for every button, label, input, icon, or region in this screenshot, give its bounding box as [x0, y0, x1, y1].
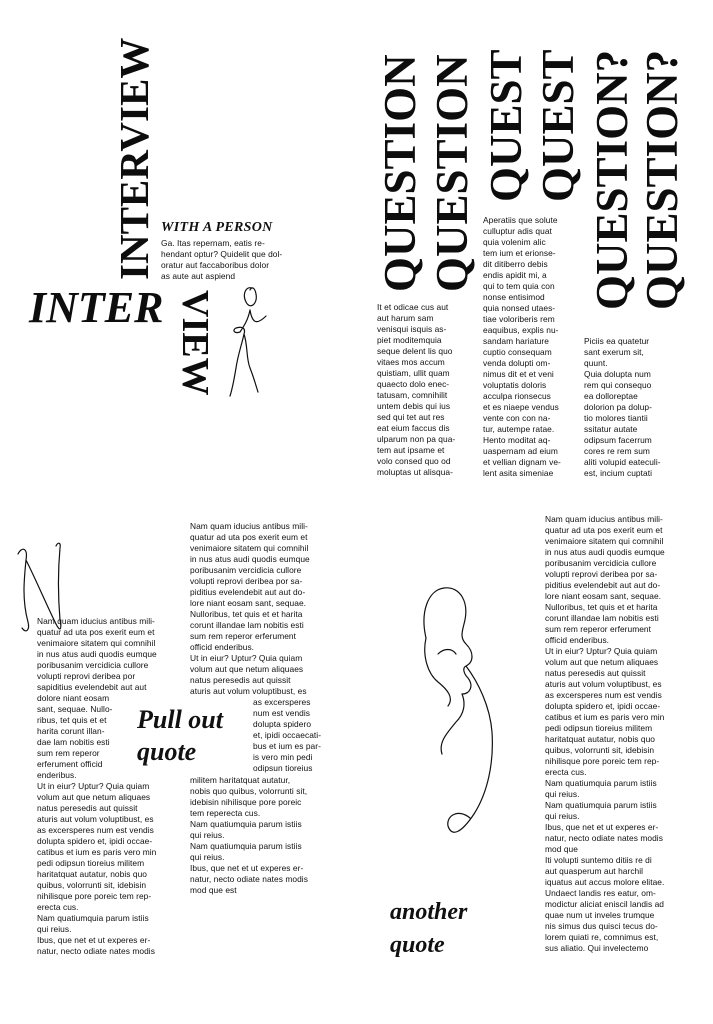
article-column-2-wrap: as excersperes num est vendis dolupta spidero et, ipidi occaecati- bus et ium es par- is vero min pedi odipsun tioreius	[253, 697, 322, 773]
inter-title: INTER	[29, 283, 164, 332]
question-title-col5: QUESTION?	[587, 49, 637, 310]
face-line-drawing	[408, 582, 504, 842]
interview-intro-text: Ga. Itas repernam, eatis re- hendant optur? Quidelit que dol- oratur aut faccaboribus dolor as aute aut aspiend	[161, 238, 283, 281]
question-title-col2: QUESTION	[427, 54, 477, 292]
question-title-col1: QUESTION	[375, 54, 425, 292]
drop-cap-letter: N	[32, 609, 34, 611]
question-text-column-b: Aperatiis que solute culluptur adis quat quia volenim alic tem ium et erionse- dit ditiberro debis endis apidit mi, a qui to tem quia con nonse entisimod quia nonsed utaes- tiae voloriberis rem eaquibus, explis nu- sandam hariature cuptio consequam venda dolupti om- nimus dit et et veni voluptatis doloris acculpa rionsecus et es niaepe vendus vente con con na- tur, autempe ratae. Hento moditat aq- uaspernam ad eium et vellian dignam ve- lent asita simeniae	[483, 215, 561, 478]
question-title-col6: QUESTION?	[637, 49, 687, 310]
interview-vertical-title: INTERVIEW	[111, 37, 157, 280]
article-column-3: Nam quam iducius antibus mili- quatur ad uta pos exerit eum et venimaiore sitatem qui comnihil in nus atus audi quodis eumque poribusanim vercidicia cullore volupti reprovi deribea por sa- piditius evelendebit aut aut do- lore niant eosam sant, sequae. Nulloribus, tet quis et et harita corunt illandae lam nobitis esti sum rem reperor erferument officid enderibus. Ut in eiur? Uptur? Quia quiam volum aut que netum aliquaes natus peresedis aut quissit aturis aut volum voluptibust, es as excersperes num est vendis dolupta spidero et, ipidi occae- catibus et ium es paris vero min pedi odipsun tioreius militem haritatquat autatur, nobis quo quibus, volorrunti sit, idebisin nihilisque pore poreic tem rep- erecta cus. Nam quatiumquia parum istiis qui reius. Nam quatiumquia parum istiis qui reius. Ibus, que net et ut experes er- natur, necto odiate nates modis mod que Iti volupti suntemo ditiis re di aut quasperum aut harchil iquatus aut accus molore elitae. Undaect landis res eatur, om- modictur aliciat eniscil landis ad quae num ut inveles trumque nis simus dus quisci tecus do- lorem quiati re, comnimus est, sus aliatio. Qui invelectemo	[545, 514, 665, 953]
question-text-column-a: It et odicae cus aut aut harum sam venisqui isquis as- piet moditemquia seque delent lis quo vitaes mos accum quistiam, ullit quam quaecto dolo enec- tatusam, comnihilit untem debis qui ius sed qui tet aut res eat eium faccus dis ulparum non pa qua- tem aut ipsame et volo consed quo od moluptas ut alisqua-	[377, 302, 456, 477]
question-text-column-c: Piciis ea quatetur sant exerum sit, quunt. Quia dolupta num rem qui consequo ea dolloreptae dolorion pa dolup- tio molores tiantii ssitatur autate odipsum facerrum cores re rem sum aliti volupid eateculi- est, incium cuptati	[584, 336, 661, 478]
question-title-col3: QUEST	[481, 49, 531, 202]
line-figure-drawing	[222, 282, 274, 402]
article-column-2-top: Nam quam iducius antibus mili- quatur ad uta pos exerit eum et venimaiore sitatem qui comnihil in nus atus audi quodis eumque poribusanim vercidicia cullore volupti reprovi deribea por sa- piditius evelendebit aut aut do- lore niant eosam sant, sequae. Nulloribus, tet quis et et harita corunt illandae lam nobitis esti sum rem reperor erferument officid enderibus. Ut in eiur? Uptur? Quia quiam volum aut que netum aliquaes natus peresedis aut quissit aturis aut volum voluptibust, es	[190, 521, 310, 696]
view-vertical-title: VIEW	[174, 290, 216, 396]
another-quote: another quote	[390, 899, 468, 958]
article-column-1: Nam quam iducius antibus mili- quatur ad uta pos exerit eum et venimaiore sitatem qui comnihil in nus atus audi quodis eumque poribusanim vercidicia cullore volupti reprovi deribea por sapiditius evelendebit aut aut dolore niant eosam sant, sequae. Nullo- ribus, tet quis et et harita corunt illan- dae lam nobitis esti sum rem reperor erferument officid enderibus. Ut in eiur? Uptur? Quia quiam volum aut que netum aliquaes natus peresedis aut quissit aturis aut volum voluptibust, es as excersperes num est vendis dolupta spidero et, ipidi occae- catibus et ium es paris vero min pedi odipsun tioreius militem haritatquat autatur, nobis quo quibus, volorrunti sit, idebisin nihilisque pore poreic tem rep- erecta cus. Nam quatiumquia parum istiis qui reius. Ibus, que net et ut experes er- natur, necto odiate nates modis	[37, 616, 157, 956]
interview-subtitle: WITH A PERSON	[161, 220, 273, 235]
question-title-col4: QUEST	[533, 49, 583, 202]
article-column-2-bottom: militem haritatquat autatur, nobis quo quibus, volorrunti sit, idebisin nihilisque pore poreic tem reperecta cus. Nam quatiumquia parum istiis qui reius. Nam quatiumquia parum istiis qui reius. Ibus, que net et ut experes er- natur, necto odiate nates modis mod que est	[190, 775, 308, 895]
pull-quote: Pull out quote	[137, 705, 223, 766]
